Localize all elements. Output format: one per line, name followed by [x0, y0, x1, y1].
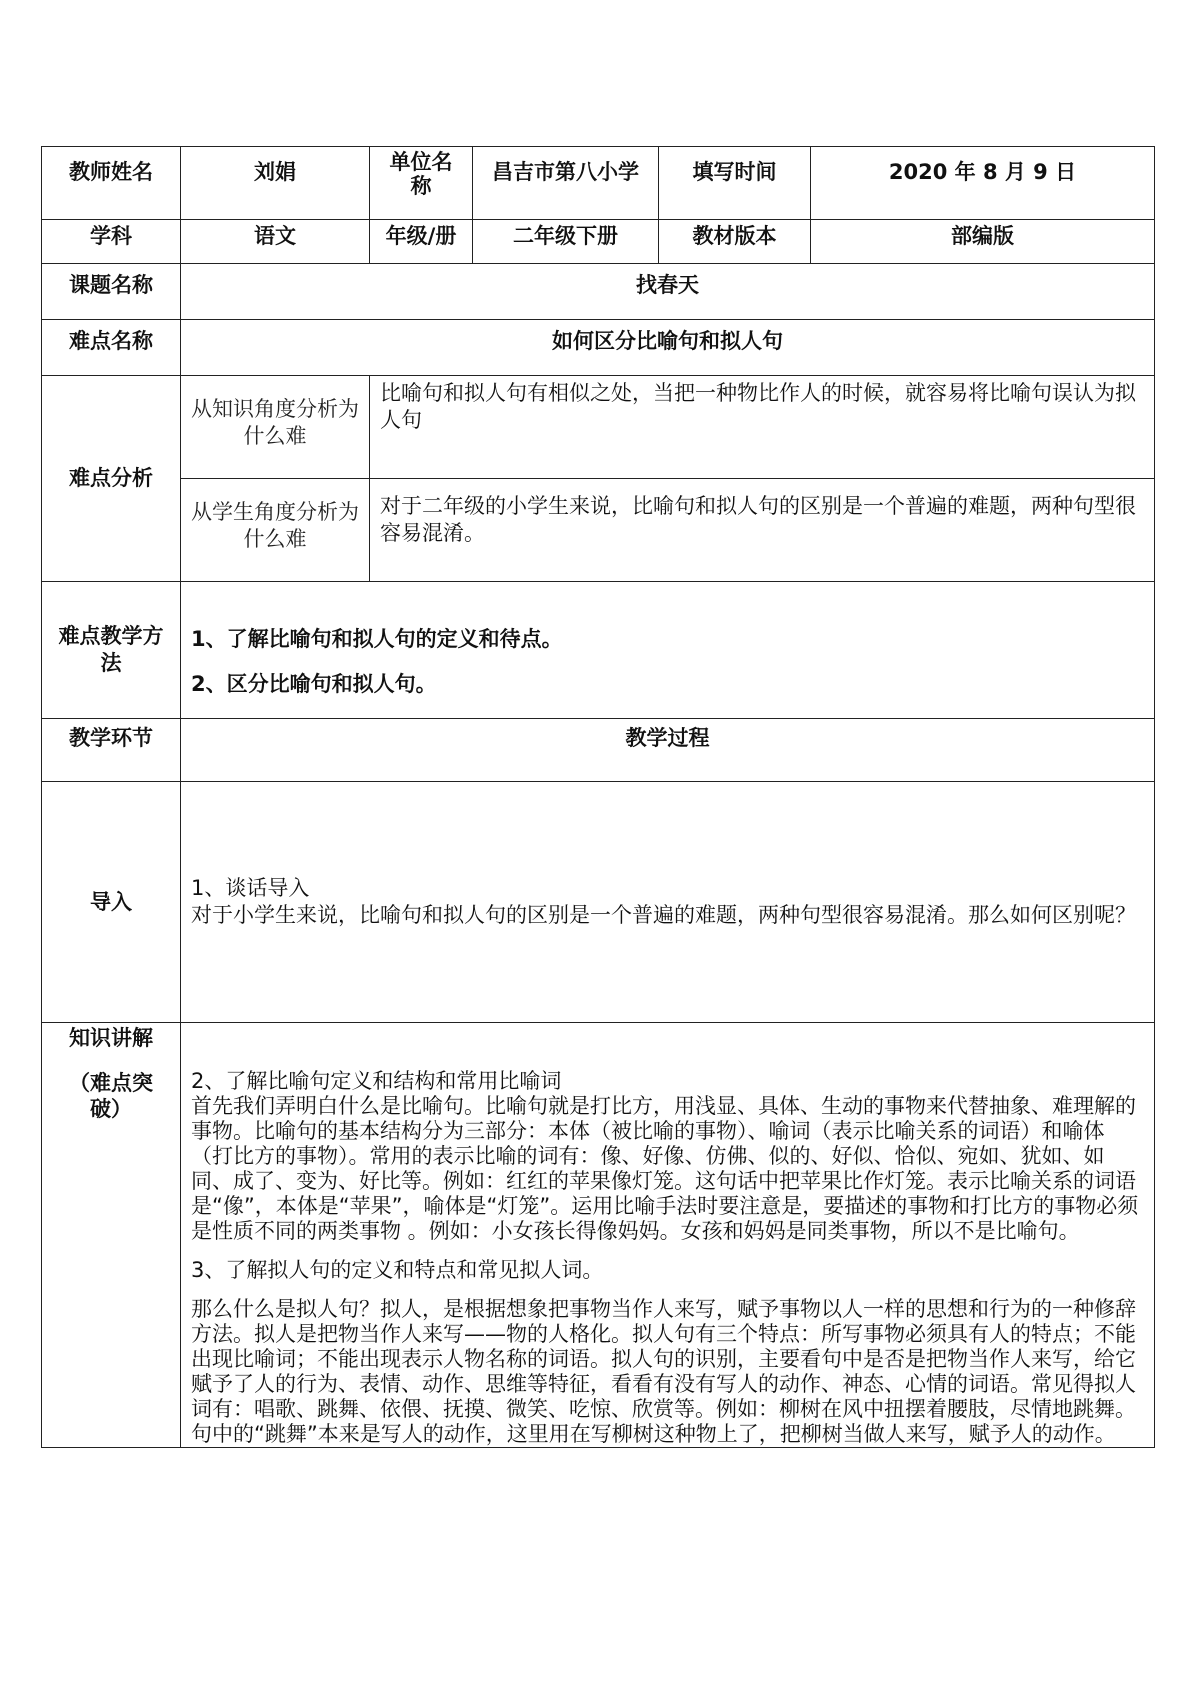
method-label: 难点教学方法 [42, 582, 181, 719]
fill-date-value: 2020 年 8 月 9 日 [811, 147, 1155, 220]
simile-body: 首先我们弄明白什么是比喻句。比喻句就是打比方，用浅显、具体、生动的事物来代替抽象、难理解的事物。比喻句的基本结构分为三部分：本体（被比喻的事物）、喻词（表示比喻关系的词语）和喻体（打比方的事物）。常用的表示比喻的词有：像、好像、仿佛、似的、好似、恰似、宛如、犹如、如同、成了、变为、好比等。例如：红红的苹果像灯笼。这句话中把苹果比作灯笼。表示比喻关系的词语是“像”，本体是“苹果”，喻体是“灯笼”。运用比喻手法时要注意是，要描述的事物和打比方的事物必须是性质不同的两类事物 。例如：小女孩长得像妈妈。女孩和妈妈是同类事物，所以不是比喻句。 [191, 1094, 1139, 1243]
unit-name-value: 昌吉市第八小学 [473, 147, 659, 220]
analysis-label: 难点分析 [42, 376, 181, 582]
method-list [181, 582, 1155, 719]
simile-title: 2、了解比喻句定义和结构和常用比喻词 [191, 1069, 562, 1093]
grade-value: 二年级下册 [473, 220, 659, 264]
edition-value: 部编版 [811, 220, 1155, 264]
subject-value: 语文 [181, 220, 370, 264]
unit-name-label: 单位名称 [370, 147, 473, 220]
method-item: 2、区分比喻句和拟人句。 [191, 672, 437, 696]
analysis-student-row [42, 479, 1155, 582]
fill-date-label: 填写时间 [659, 147, 811, 220]
intro-row [42, 782, 1155, 1023]
lesson-plan-table [41, 146, 1155, 1448]
intro-content [181, 782, 1155, 1023]
analysis-knowledge-row [42, 376, 1155, 479]
teacher-name-label: 教师姓名 [42, 147, 181, 220]
intro-line: 对于小学生来说，比喻句和拟人句的区别是一个普遍的难题，两种句型很容易混淆。那么如何区别呢？ [191, 903, 1136, 927]
knowledge-row [42, 1023, 1155, 1448]
personification-title: 3、了解拟人句的定义和特点和常见拟人词。 [191, 1258, 604, 1282]
topic-value: 找春天 [181, 264, 1155, 320]
knowledge-angle-text: 比喻句和拟人句有相似之处，当把一种物比作人的时候，就容易将比喻句误认为拟人句 [370, 376, 1155, 479]
knowledge-angle-label: 从知识角度分析为什么难 [181, 376, 370, 479]
intro-label: 导入 [42, 782, 181, 1023]
grade-label: 年级/册 [370, 220, 473, 264]
knowledge-label-cell [42, 1023, 181, 1448]
personification-body: 那么什么是拟人句？拟人，是根据想象把事物当作人来写，赋予事物以人一样的思想和行为的一种修辞方法。拟人是把物当作人来写——物的人格化。拟人句有三个特点：所写事物必须具有人的特点；不能出现比喻词；不能出现表示人物名称的词语。拟人句的识别，主要看句中是否是把物当作人来写，给它赋予了人的行为、表情、动作、思维等特征，看看有没有写人的动作、神态、心情的词语。常见得拟人词有：唱歌、跳舞、依偎、抚摸、微笑、吃惊、欣赏等。例如：柳树在风中扭摆着腰肢，尽情地跳舞。句中的“跳舞”本来是写人的动作，这里用在写柳树这种物上了，把柳树当做人来写，赋予人的动作。 [191, 1297, 1136, 1446]
topic-row [42, 264, 1155, 320]
topic-label: 课题名称 [42, 264, 181, 320]
subject-row [42, 220, 1155, 264]
method-row [42, 582, 1155, 719]
subject-label: 学科 [42, 220, 181, 264]
header-row [42, 147, 1155, 220]
lesson-plan-sheet [41, 146, 1154, 1448]
process-header-row [42, 719, 1155, 782]
intro-line: 1、谈话导入 [191, 876, 310, 900]
knowledge-content [181, 1023, 1155, 1448]
knowledge-label: 知识讲解 [69, 1026, 153, 1050]
teacher-name-value: 刘娟 [181, 147, 370, 220]
method-item: 1、了解比喻句和拟人句的定义和待点。 [191, 627, 563, 651]
process-step-label: 教学环节 [42, 719, 181, 782]
difficulty-label: 难点名称 [42, 320, 181, 376]
difficulty-value: 如何区分比喻句和拟人句 [181, 320, 1155, 376]
edition-label: 教材版本 [659, 220, 811, 264]
process-header-value: 教学过程 [181, 719, 1155, 782]
student-angle-label: 从学生角度分析为什么难 [181, 479, 370, 582]
student-angle-text: 对于二年级的小学生来说，比喻句和拟人句的区别是一个普遍的难题，两种句型很容易混淆。 [370, 479, 1155, 582]
knowledge-label-sub: （难点突破） [69, 1071, 153, 1121]
difficulty-row [42, 320, 1155, 376]
